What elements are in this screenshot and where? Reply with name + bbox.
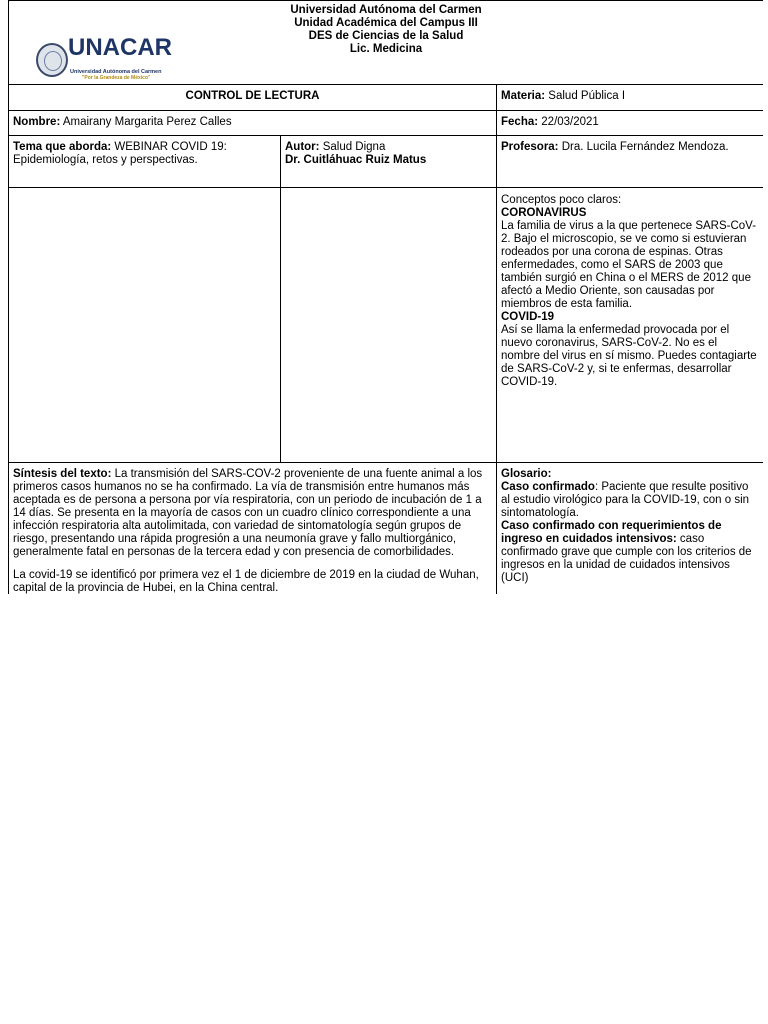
conceptos-intro: Conceptos poco claros: [501,194,622,206]
materia-label: Materia: [501,90,546,102]
profesora-label: Profesora: [501,141,559,153]
university-name: Universidad Autónoma del Carmen [290,4,482,16]
blank-cell-left [9,188,281,463]
def-coronavirus: La familia de virus a la que pertenece SARS-CoV-2. Bajo el microscopio, se ve como si estuvieran rodeados por una corona de espinas. Otras enfermedades, como el SARS de 2003 que también surgió en China o el MERS de 2012 que afectó a Medio Oriente, son causadas por miembros de esta familia. [501,220,757,310]
autor-label: Autor: [285,141,320,153]
glosario-term-2: Caso confirmado con requerimientos de ingreso en cuidados intensivos: [501,520,722,545]
logo-subtitle: Universidad Autónoma del Carmen [70,69,162,75]
term-covid19: COVID-19 [501,311,555,323]
glosario-cell [497,463,764,595]
def-covid19: Así se llama la enfermedad provocada por el nuevo coronavirus, SARS-CoV-2. No es el nombre del virus en sí mismo. Puedes contagiarte de SARS-CoV-2 y, si te enfermas, desarrollar COVID-19. [501,324,757,388]
name-row [9,111,764,136]
fecha-cell [497,111,764,136]
logo-wordmark: UNACAR [68,34,172,61]
concepts-row [9,188,764,463]
nombre-value: Amairany Margarita Perez Calles [60,116,232,128]
logo-motto: "Por la Grandeza de México" [82,75,151,81]
profesora-value: Dra. Lucila Fernández Mendoza. [558,141,729,153]
academic-unit: Unidad Académica del Campus III [294,17,478,29]
term-coronavirus: CORONAVIRUS [501,207,587,219]
sintesis-cell [9,463,497,595]
topic-row [9,136,764,188]
glosario-def-2: caso confirmado grave que cumple con los criterios de ingresos en la unidad de cuidados intensivos (UCI) [501,533,752,584]
materia-value: Salud Pública I [545,90,626,102]
sintesis-paragraph-2: La covid-19 se identificó por primera vez el 1 de diciembre de 2019 en la ciudad de Wuhan, capital de la provincia de Hubei, en la China central. [13,569,479,594]
sintesis-paragraph-1: La transmisión del SARS-COV-2 proveniente de una fuente animal a los primeros casos humanos no se ha confirmado. La vía de transmisión entre humanos más aceptada es de persona a persona por vía respiratoria, con un periodo de incubación de 1 a 14 días. Se presenta en la mayoría de casos con un cuadro clínico correspondiente a una infección respiratoria alta autolimitada, con variedad de sintomatología según grupos de riesgo, presentando una rápida progresión a una neumonía grave y fallo multiorgánico, generalmente fatal en personas de la tercera edad y con presencia de comorbilidades. [13,468,483,558]
form-title: CONTROL DE LECTURA [185,90,320,102]
tema-value: WEBINAR COVID 19: Epidemiología, retos y perspectivas. [13,141,227,166]
logo [36,34,176,81]
autor-cell [281,136,497,188]
profesora-cell [497,136,764,188]
fecha-label: Fecha: [501,116,539,128]
des-name: DES de Ciencias de la Salud [308,30,464,42]
glosario-def-1: : Paciente que resulte positivo al estudio virológico para la COVID-19, con o sin sintomatología. [501,481,750,519]
title-row [9,85,764,111]
fecha-value: 22/03/2021 [538,116,599,128]
nombre-cell [9,111,497,136]
program-name: Lic. Medicina [349,43,423,55]
blank-cell-middle [281,188,497,463]
glosario-term-1: Caso confirmado [501,481,595,493]
sintesis-label: Síntesis del texto: [13,468,112,480]
header-row [9,1,764,85]
materia-cell [497,85,764,111]
nombre-label: Nombre: [13,116,61,128]
reading-control-table [8,0,763,594]
synthesis-row [9,463,764,595]
document-page [8,0,763,594]
glosario-label: Glosario: [501,468,552,480]
title-cell [9,85,497,111]
header-cell [9,1,764,85]
autor-name: Dr. Cuitláhuac Ruiz Matus [285,154,427,166]
tema-cell [9,136,281,188]
university-seal-icon [36,43,68,77]
tema-label: Tema que aborda: [13,141,112,153]
conceptos-cell [497,188,764,463]
autor-value: Salud Digna [319,141,386,153]
